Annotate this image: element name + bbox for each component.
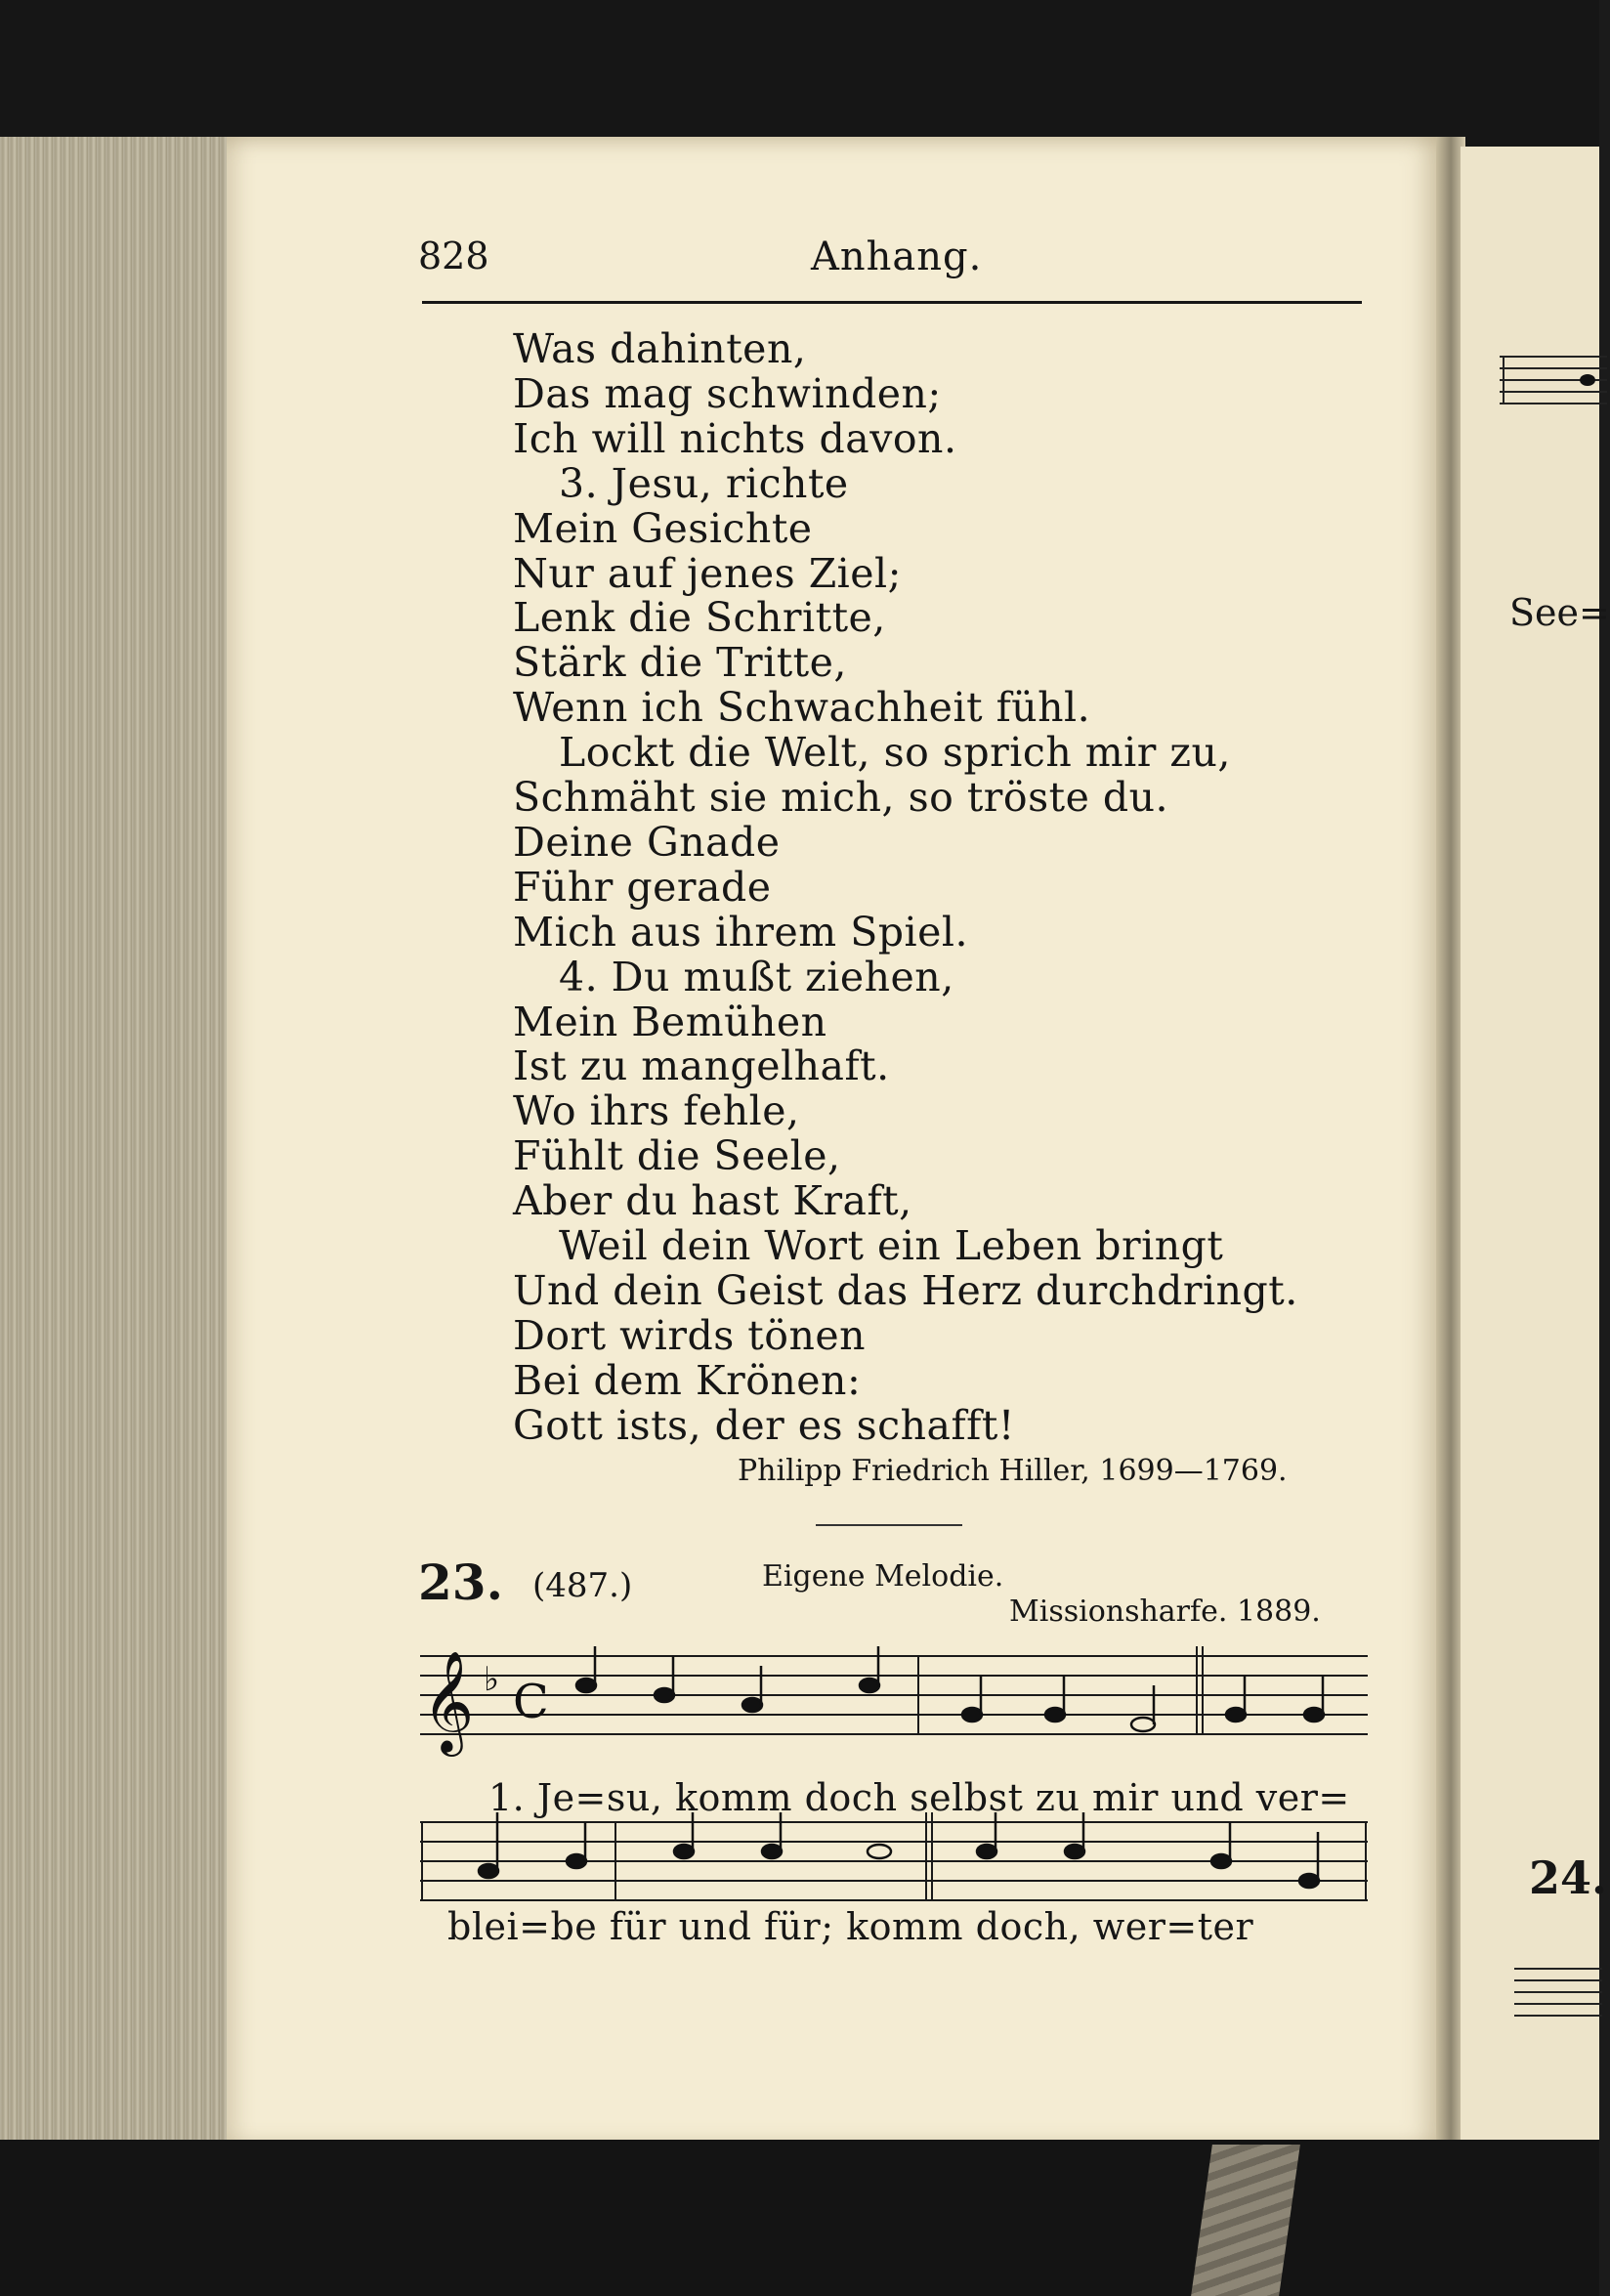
music-staff-2: [420, 1812, 1368, 1920]
melody-note: Eigene Melodie.: [762, 1559, 1004, 1594]
poem-line: Gott ists, der es schafft!: [513, 1402, 1015, 1449]
melody-source: Missionsharfe. 1889.: [1009, 1594, 1321, 1629]
poem-line: Schmäht sie mich, so tröste du.: [513, 774, 1169, 821]
book-cover-bottom: [0, 2140, 1599, 2296]
next-page-staff-2: [1514, 1949, 1602, 2037]
poem-line: Weil dein Wort ein Leben bringt: [559, 1222, 1224, 1269]
poem-line: Bei dem Krönen:: [513, 1357, 862, 1404]
page-title: Anhang.: [811, 234, 983, 279]
hymn-lyrics-line-2: blei=be für und für; komm doch, wer=ter: [447, 1905, 1254, 1948]
svg-text:𝄞: 𝄞: [422, 1650, 475, 1753]
book-cover-top: [0, 0, 1599, 147]
next-page-hymn-number: 24.: [1529, 1851, 1608, 1904]
poem-line: Dort wirds tönen: [513, 1312, 867, 1359]
poem-line: Wenn ich Schwachheit fühl.: [513, 684, 1091, 731]
header-rule: [422, 301, 1362, 304]
poem-line: Stärk die Tritte,: [513, 639, 847, 686]
poem-line: Mein Gesichte: [513, 505, 813, 552]
poem-line: 3. Jesu, richte: [559, 460, 849, 507]
hymn-number: 23.: [418, 1553, 503, 1611]
poem-line: Fühlt die Seele,: [513, 1132, 841, 1179]
poem-line: Führ gerade: [513, 864, 772, 911]
svg-text:♭: ♭: [484, 1660, 500, 1699]
next-page-staff: [1500, 337, 1607, 415]
section-divider: [816, 1524, 962, 1526]
poem-line: Aber du hast Kraft,: [513, 1177, 912, 1224]
poem-line: Und dein Geist das Herz durchdringt.: [513, 1267, 1298, 1314]
poem-line: Ich will nichts davon.: [513, 415, 957, 462]
poem-line: Deine Gnade: [513, 819, 781, 866]
music-staff-1: [420, 1641, 1368, 1759]
next-page-edge: [1461, 147, 1610, 2140]
next-page-word: See=: [1509, 591, 1610, 634]
poem-line: Ist zu mangelhaft.: [513, 1042, 890, 1089]
author-credit: Philipp Friedrich Hiller, 1699—1769.: [738, 1454, 1288, 1488]
page-edges: [0, 137, 243, 2149]
poem-line: Lenk die Schritte,: [513, 594, 886, 641]
poem-line: Das mag schwinden;: [513, 370, 942, 417]
poem-line: Nur auf jenes Ziel;: [513, 550, 902, 597]
page-number: 828: [418, 234, 489, 277]
poem-line: Lockt die Welt, so sprich mir zu,: [559, 729, 1231, 776]
hymn-reference: (487.): [532, 1566, 633, 1605]
hymn-lyrics-line-1: 1. Je=su, komm doch selbst zu mir und ver=: [488, 1776, 1350, 1819]
poem-line: 4. Du mußt ziehen,: [559, 954, 954, 1000]
poem-line: Wo ihrs fehle,: [513, 1087, 800, 1134]
svg-text:C: C: [513, 1675, 549, 1729]
poem-line: Mich aus ihrem Spiel.: [513, 909, 969, 956]
poem-line: Mein Bemühen: [513, 999, 827, 1045]
poem-line: Was dahinten,: [513, 325, 807, 372]
